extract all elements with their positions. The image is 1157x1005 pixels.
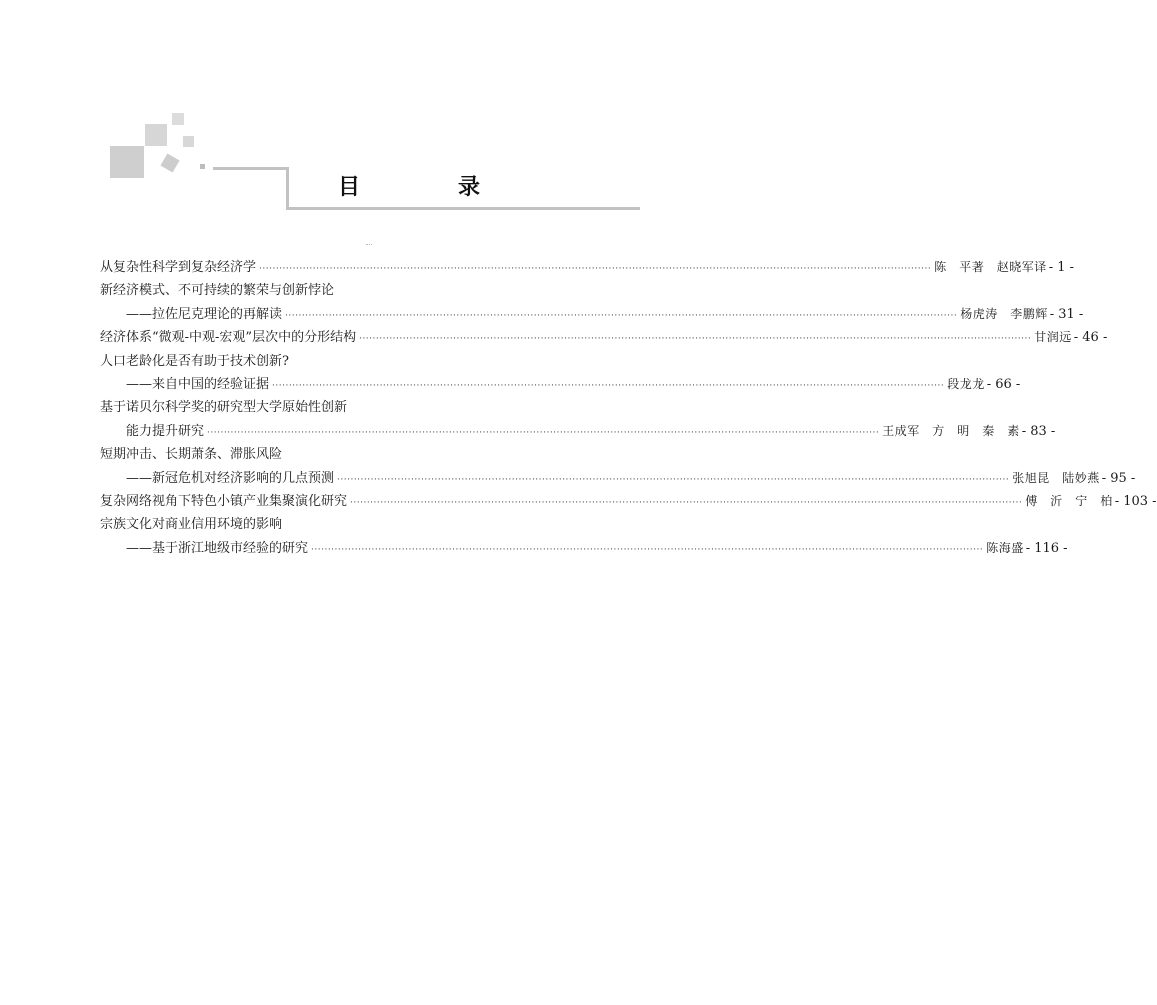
toc-entry-authors: 甘润远 [1034, 330, 1072, 345]
toc-entry[interactable] [100, 373, 1021, 396]
dot-leader: ········································································································································································································ [285, 310, 958, 321]
toc-entry[interactable] [100, 490, 1157, 513]
header-line-top [213, 167, 289, 170]
toc-entry-title: 人口老龄化是否有助于技术创新? [100, 353, 289, 369]
toc-entry[interactable] [100, 420, 1056, 443]
page-title: 目 录 [338, 175, 519, 200]
toc-entry-authors: 傅 沂 宁 柏 [1025, 493, 1113, 508]
toc-entry-title: 新经济模式、不可持续的繁荣与创新悖论 [100, 283, 335, 299]
decor-square-medium [145, 124, 167, 146]
toc-entry-page: - 95 - [1101, 470, 1136, 486]
header-line-bottom [286, 207, 640, 210]
dot-leader: ········································································································································································································ [350, 497, 1023, 508]
dot-leader: ········································································································································································································ [311, 544, 984, 555]
toc-entry[interactable] [100, 537, 1068, 560]
dot-leader: ········································································································································································································ [359, 334, 1032, 345]
toc-entry-page: - 31 - [1049, 306, 1084, 322]
small-mark [366, 244, 372, 247]
toc-entry-authors: 张旭昆 陆妙燕 [1012, 470, 1100, 485]
decor-square-small [172, 113, 184, 125]
toc-entry-title: 经济体系“微观-中观-宏观”层次中的分形结构 [100, 330, 357, 346]
toc-entry-page: - 1 - [1048, 260, 1075, 275]
toc-entry[interactable] [100, 256, 1075, 279]
toc-entry-authors: 段龙龙 [947, 376, 985, 391]
toc-entry-title: 从复杂性科学到复杂经济学 [100, 260, 257, 275]
table-of-contents [100, 256, 1157, 560]
dot-leader: ········································································································································································································ [337, 474, 1010, 485]
toc-entry-title: ——拉佐尼克理论的再解读 [126, 306, 283, 322]
toc-entry-title: 短期冲击、长期萧条、滞胀风险 [100, 447, 283, 463]
toc-entry-page: - 116 - [1025, 540, 1068, 556]
decor-square-small-2 [183, 136, 194, 147]
toc-entry-page: - 46 - [1073, 330, 1108, 346]
toc-entry-page: - 66 - [986, 376, 1021, 392]
toc-entry-title: ——基于浙江地级市经验的研究 [126, 540, 309, 556]
dot-leader: ········································································································································································································ [272, 380, 945, 391]
decor-square-rotated [160, 153, 179, 172]
toc-entry-page: - 103 - [1114, 493, 1157, 509]
toc-entry-page: - 83 - [1021, 423, 1056, 439]
toc-entry-title: 宗族文化对商业信用环境的影响 [100, 517, 283, 533]
toc-entry[interactable] [100, 279, 640, 302]
toc-entry[interactable] [100, 396, 640, 419]
toc-entry-title: ——新冠危机对经济影响的几点预测 [126, 470, 335, 486]
header-line-vertical [286, 167, 289, 210]
toc-entry[interactable] [100, 303, 1084, 326]
toc-entry-authors: 陈海盛 [986, 540, 1024, 555]
toc-entry[interactable] [100, 513, 640, 536]
toc-entry-title: ——来自中国的经验证据 [126, 376, 270, 392]
toc-entry[interactable] [100, 350, 640, 373]
toc-entry-title: 复杂网络视角下特色小镇产业集聚演化研究 [100, 493, 348, 509]
toc-entry[interactable] [100, 467, 1136, 490]
toc-entry-authors: 杨虎涛 李鹏辉 [960, 306, 1048, 321]
decor-square-tiny [200, 164, 205, 169]
decor-square-large [110, 146, 144, 178]
toc-entry-title: 基于诺贝尔科学奖的研究型大学原始性创新 [100, 400, 348, 416]
dot-leader: ········································································································································································································ [259, 264, 932, 274]
toc-entry[interactable] [100, 326, 1108, 349]
toc-entry[interactable] [100, 443, 640, 466]
toc-entry-authors: 王成军 方 明 秦 素 [882, 423, 1020, 438]
dot-leader: ········································································································································································································ [207, 427, 880, 438]
toc-entry-title: 能力提升研究 [126, 423, 205, 439]
toc-entry-authors: 陈 平著 赵晓军译 [934, 260, 1047, 274]
